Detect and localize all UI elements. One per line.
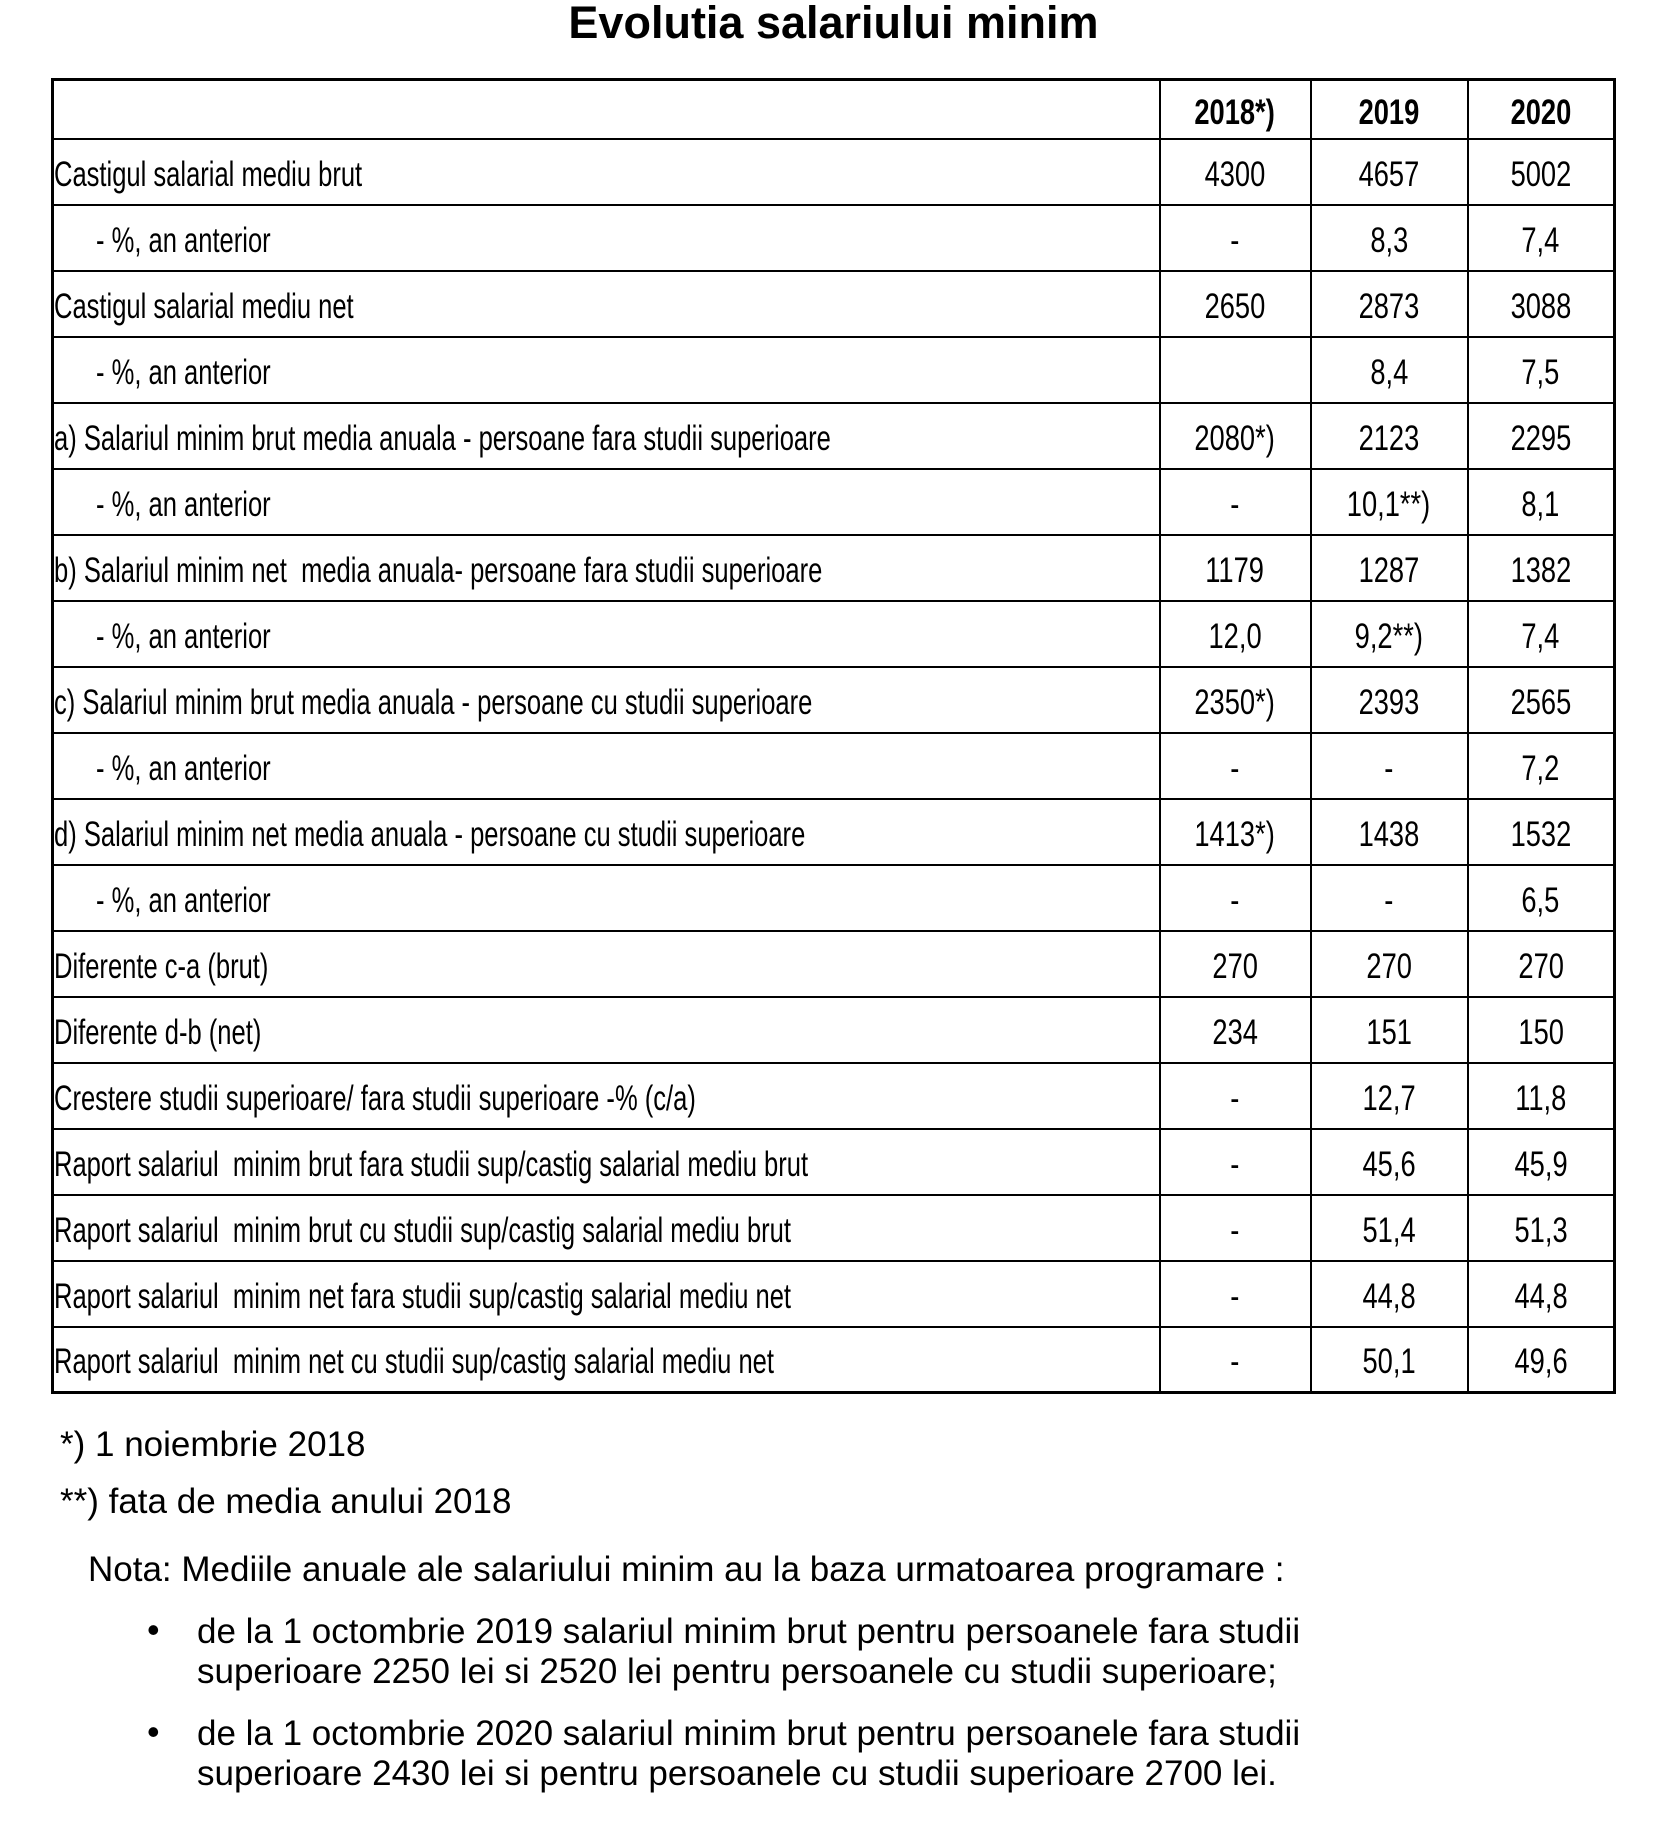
table-row (53, 403, 1615, 469)
cell-value: 234 (1212, 1012, 1258, 1052)
row-label-text: d) Salariul minim net media anuala - persoane cu studii superioare (54, 814, 806, 854)
cell-value: 2393 (1358, 682, 1420, 722)
cell-2020 (1468, 601, 1615, 667)
cell-2018 (1160, 931, 1311, 997)
cell-2019 (1311, 469, 1468, 535)
cell-value: 50,1 (1362, 1342, 1416, 1381)
cell-value: 44,8 (1362, 1276, 1416, 1316)
cell-value: 45,6 (1362, 1144, 1416, 1184)
cell-value: 7,4 (1521, 616, 1560, 656)
cell-value: 8,4 (1370, 352, 1408, 392)
table-row (53, 535, 1615, 601)
cell-value: 9,2**) (1354, 616, 1424, 656)
cell-2020 (1468, 1195, 1615, 1261)
cell-2020 (1468, 535, 1615, 601)
table-row (53, 1129, 1615, 1195)
row-label (53, 403, 1160, 469)
cell-value: 1438 (1358, 814, 1420, 854)
cell-value: 7,2 (1521, 748, 1560, 788)
cell-2019 (1311, 1261, 1468, 1327)
row-label (53, 799, 1160, 865)
cell-value: 51,3 (1514, 1210, 1568, 1250)
cell-2018 (1160, 601, 1311, 667)
cell-2018 (1160, 337, 1311, 403)
cell-2019 (1311, 139, 1468, 205)
header-cell-2018 (1160, 80, 1311, 139)
row-label-text: Raport salariul minim net cu studii sup/castig salarial mediu net (54, 1342, 774, 1381)
cell-2018 (1160, 271, 1311, 337)
cell-value: - (1230, 220, 1240, 260)
cell-value: 270 (1366, 946, 1412, 986)
cell-value: 11,8 (1515, 1078, 1567, 1118)
cell-2019 (1311, 799, 1468, 865)
cell-2018 (1160, 205, 1311, 271)
cell-value: 1179 (1205, 550, 1265, 590)
table-row (53, 205, 1615, 271)
cell-2018 (1160, 733, 1311, 799)
cell-value: - (1384, 880, 1394, 920)
row-label (53, 139, 1160, 205)
row-label-text: Crestere studii superioare/ fara studii superioare -% (c/a) (54, 1078, 696, 1118)
cell-value: 3088 (1510, 286, 1572, 326)
row-label (53, 733, 1160, 799)
cell-value: 270 (1212, 946, 1258, 986)
cell-value: 8,1 (1521, 484, 1560, 524)
cell-2019 (1311, 733, 1468, 799)
cell-value: 7,5 (1521, 352, 1560, 392)
table-row (53, 997, 1615, 1063)
cell-2018 (1160, 139, 1311, 205)
cell-value: - (1230, 1276, 1240, 1316)
cell-value: 51,4 (1362, 1210, 1416, 1250)
cell-2020 (1468, 1327, 1615, 1393)
table-row (53, 1195, 1615, 1261)
table-row (53, 667, 1615, 733)
row-label-text: a) Salariul minim brut media anuala - persoane fara studii superioare (54, 418, 831, 458)
cell-value: - (1230, 1078, 1240, 1118)
header-cell-empty (53, 80, 1160, 139)
cell-value: 6,5 (1521, 880, 1560, 920)
cell-value: - (1230, 484, 1240, 524)
row-label (53, 1063, 1160, 1129)
cell-2018 (1160, 865, 1311, 931)
cell-value: 2873 (1358, 286, 1420, 326)
salary-evolution-table (51, 78, 1616, 1394)
row-label-text: - %, an anterior (96, 220, 271, 260)
cell-value: 151 (1366, 1012, 1412, 1052)
table-row (53, 139, 1615, 205)
cell-2018 (1160, 1261, 1311, 1327)
page-title: Evolutia salariului minim (568, 0, 1099, 48)
table-row (53, 1327, 1615, 1393)
table-row (53, 469, 1615, 535)
cell-2018 (1160, 1327, 1311, 1393)
cell-value: 4300 (1204, 154, 1266, 194)
row-label (53, 1327, 1160, 1393)
row-label (53, 205, 1160, 271)
cell-2020 (1468, 139, 1615, 205)
cell-value: 150 (1517, 1012, 1564, 1052)
cell-value: 1382 (1510, 550, 1572, 590)
cell-value: 2295 (1510, 418, 1572, 458)
cell-2018 (1160, 1129, 1311, 1195)
row-label-text: Diferente c-a (brut) (54, 946, 269, 986)
cell-value: - (1230, 880, 1240, 920)
cell-value: - (1230, 748, 1240, 788)
cell-value: 1413*) (1194, 814, 1276, 854)
cell-value: 7,4 (1521, 220, 1560, 260)
row-label (53, 1195, 1160, 1261)
row-label (53, 865, 1160, 931)
cell-2020 (1468, 997, 1615, 1063)
cell-2020 (1468, 931, 1615, 997)
row-label-text: - %, an anterior (96, 484, 271, 524)
cell-2019 (1311, 403, 1468, 469)
header-label-2019: 2019 (1358, 92, 1420, 132)
cell-2019 (1311, 601, 1468, 667)
cell-value: 2650 (1204, 286, 1266, 326)
header-label-2020: 2020 (1510, 92, 1572, 132)
note-text: Nota: Mediile anuale ale salariului minim au la baza urmatoarea programare : (88, 1550, 1285, 1589)
row-label-text: c) Salariul minim brut media anuala - persoane cu studii superioare (54, 682, 813, 722)
cell-2020 (1468, 469, 1615, 535)
row-label-text: Castigul salarial mediu net (54, 286, 354, 326)
table-header-row (53, 80, 1615, 139)
cell-2019 (1311, 931, 1468, 997)
cell-2019 (1311, 337, 1468, 403)
table-row (53, 733, 1615, 799)
cell-2019 (1311, 997, 1468, 1063)
cell-2020 (1468, 271, 1615, 337)
table-row (53, 271, 1615, 337)
cell-2020 (1468, 403, 1615, 469)
cell-value: 2350*) (1194, 682, 1276, 722)
cell-value: 2080*) (1194, 418, 1276, 458)
row-label (53, 535, 1160, 601)
table-row (53, 1261, 1615, 1327)
cell-2020 (1468, 733, 1615, 799)
cell-2018 (1160, 1063, 1311, 1129)
cell-value: - (1384, 748, 1394, 788)
cell-value: 8,3 (1370, 220, 1408, 260)
header-label-2018: 2018*) (1194, 92, 1276, 132)
table-row (53, 865, 1615, 931)
cell-value: - (1230, 1342, 1240, 1381)
row-label (53, 601, 1160, 667)
cell-2018 (1160, 997, 1311, 1063)
cell-2019 (1311, 205, 1468, 271)
row-label (53, 931, 1160, 997)
header-cell-2019 (1311, 80, 1468, 139)
cell-value: 49,6 (1514, 1342, 1568, 1381)
row-label-text: - %, an anterior (96, 616, 271, 656)
cell-2019 (1311, 1063, 1468, 1129)
row-label (53, 667, 1160, 733)
footnote-double-asterisk: **) fata de media anului 2018 (60, 1482, 512, 1521)
cell-2018 (1160, 799, 1311, 865)
cell-2020 (1468, 1261, 1615, 1327)
row-label-text: b) Salariul minim net media anuala- persoane fara studii superioare (54, 550, 823, 590)
cell-2019 (1311, 535, 1468, 601)
table-row (53, 1063, 1615, 1129)
cell-2019 (1311, 1129, 1468, 1195)
cell-2018 (1160, 469, 1311, 535)
cell-value: 12,7 (1362, 1078, 1416, 1118)
row-label (53, 1261, 1160, 1327)
cell-value: 5002 (1510, 154, 1572, 194)
cell-value: 10,1**) (1347, 484, 1431, 524)
cell-2020 (1468, 337, 1615, 403)
footnote-asterisk: *) 1 noiembrie 2018 (60, 1425, 366, 1464)
cell-value: - (1230, 1210, 1240, 1250)
row-label (53, 337, 1160, 403)
table-row (53, 799, 1615, 865)
cell-value: 2565 (1510, 682, 1572, 722)
cell-value: 12,0 (1208, 616, 1262, 656)
cell-2020 (1468, 799, 1615, 865)
cell-value: 45,9 (1514, 1144, 1568, 1184)
cell-2020 (1468, 667, 1615, 733)
cell-value: - (1230, 1144, 1240, 1184)
cell-2020 (1468, 205, 1615, 271)
cell-2019 (1311, 1195, 1468, 1261)
cell-value: 1532 (1510, 814, 1572, 854)
row-label-text: Diferente d-b (net) (54, 1012, 262, 1052)
row-label (53, 1129, 1160, 1195)
note-bullet-item: • de la 1 octombrie 2019 salariul minim brut pentru persoanele fara studii superioare 2250 lei si 2520 lei pentru persoanele cu studii superioare; (145, 1612, 1455, 1692)
cell-2020 (1468, 1129, 1615, 1195)
cell-2018 (1160, 403, 1311, 469)
cell-value: 4657 (1358, 154, 1420, 194)
row-label-text: Raport salariul minim brut fara studii sup/castig salarial mediu brut (54, 1144, 809, 1184)
row-label-text: Raport salariul minim brut cu studii sup/castig salarial mediu brut (54, 1210, 792, 1250)
table-row (53, 931, 1615, 997)
row-label-text: Castigul salarial mediu brut (54, 154, 363, 194)
row-label-text: - %, an anterior (96, 880, 271, 920)
row-label (53, 271, 1160, 337)
cell-2020 (1468, 865, 1615, 931)
cell-2019 (1311, 865, 1468, 931)
cell-value: 1287 (1358, 550, 1420, 590)
table-row (53, 601, 1615, 667)
cell-2019 (1311, 271, 1468, 337)
note-bullet-item: • de la 1 octombrie 2020 salariul minim brut pentru persoanele fara studii superioare 2430 lei si pentru persoanele cu studii superioare 2700 lei. (145, 1714, 1455, 1794)
row-label-text: - %, an anterior (96, 748, 271, 788)
cell-value: 2123 (1358, 418, 1420, 458)
header-cell-2020 (1468, 80, 1615, 139)
cell-2020 (1468, 1063, 1615, 1129)
cell-2019 (1311, 667, 1468, 733)
table-row (53, 337, 1615, 403)
cell-value: 44,8 (1514, 1276, 1568, 1316)
cell-2018 (1160, 1195, 1311, 1261)
cell-2018 (1160, 667, 1311, 733)
row-label-text: Raport salariul minim net fara studii sup/castig salarial mediu net (54, 1276, 792, 1316)
row-label (53, 469, 1160, 535)
note-bullet-list (145, 1612, 1455, 1816)
row-label-text: - %, an anterior (96, 352, 271, 392)
cell-2018 (1160, 535, 1311, 601)
cell-value: 270 (1517, 946, 1564, 986)
cell-2019 (1311, 1327, 1468, 1393)
row-label (53, 997, 1160, 1063)
